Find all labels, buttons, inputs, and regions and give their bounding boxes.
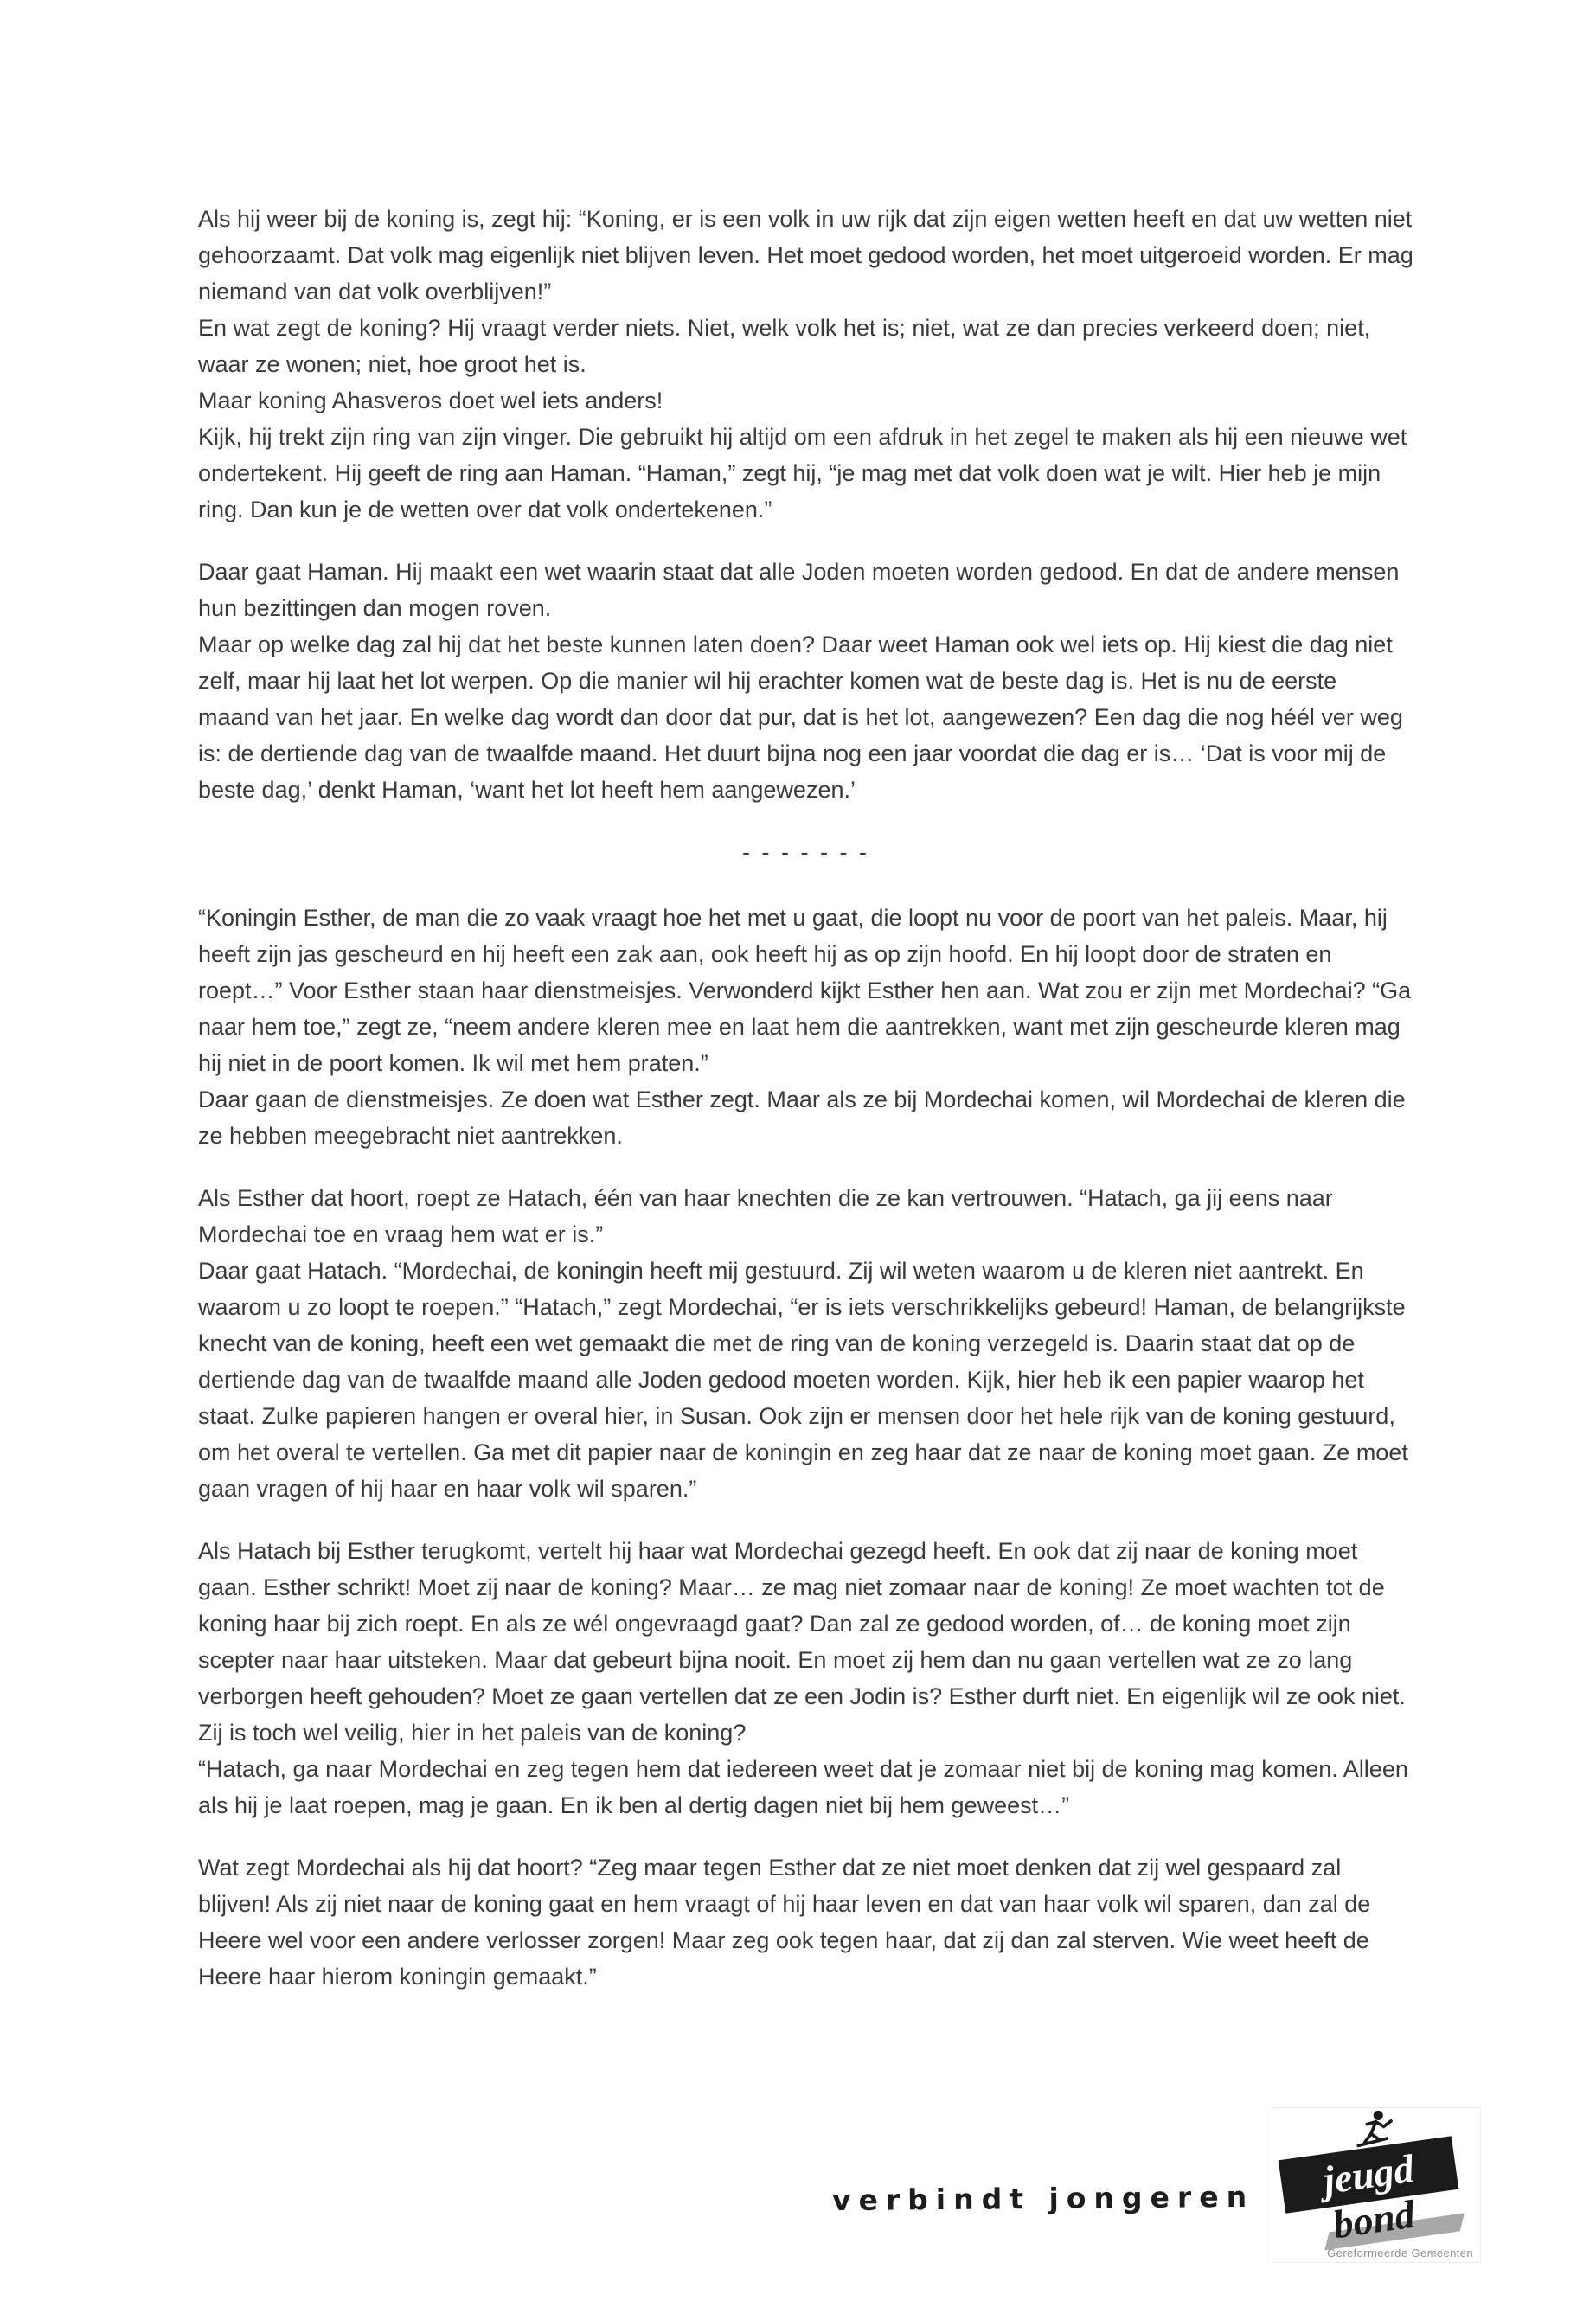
slogan-text: verbindt jongeren	[831, 2179, 1255, 2218]
document-body	[198, 201, 1413, 2021]
logo-bond-band	[1330, 2191, 1418, 2247]
paragraph-line: Daar gaan de dienstmeisjes. Ze doen wat Esther zegt. Maar als ze bij Mordechai komen, wil Mordechai de kleren die ze hebben meegebracht niet aantrekken.	[198, 1086, 1406, 1149]
paragraph	[198, 1180, 1413, 1507]
paragraph-line: “Koningin Esther, de man die zo vaak vraagt hoe het met u gaat, die loopt nu voor de poort van het paleis. Maar, hij heeft zijn jas gescheurd en hij heeft een zak aan, ook heeft hij as op zijn hoofd. En hij loopt door de straten en roept…” Voor Esther staan haar dienstmeisjes. Verwonderd kijkt Esther hen aan. Wat zou er zijn met Mordechai? “Ga naar hem toe,” zegt ze, “neem andere kleren mee en laat hem die aantrekken, want met zijn gescheurde kleren mag hij niet in de poort komen. Ik wil met hem praten.”	[198, 905, 1412, 1076]
paragraph	[198, 554, 1413, 808]
paragraph-line: Maar op welke dag zal hij dat het beste kunnen laten doen? Daar weet Haman ook wel iets op. Hij kiest die dag niet zelf, maar hij laat het lot werpen. Op die manier wil hij erachter komen wat de beste dag is. Het is nu de eerste maand van het jaar. En welke dag wordt dan door dat pur, dat is het lot, aangewezen? Een dag die nog héél ver weg is: de dertiende dag van de twaalfde maand. Het duurt bijna nog een jaar voordat die dag er is… ‘Dat is voor mij de beste dag,’ denkt Haman, ‘want het lot heeft hem aangewezen.’	[198, 631, 1403, 803]
paragraph-line: Wat zegt Mordechai als hij dat hoort? “Zeg maar tegen Esther dat ze niet moet denken dat zij wel gespaard zal blijven! Als zij niet naar de koning gaat en hem vraagt of hij haar leven en dat van haar volk wil sparen, dan zal de Heere wel voor een andere verlosser zorgen! Maar zeg ook tegen haar, dat zij dan zal sterven. Wie weet heeft de Heere haar hierom koningin gemaakt.”	[198, 1855, 1371, 1990]
logo-subtitle: Gereformeerde Gemeenten	[1327, 2247, 1473, 2259]
paragraph	[198, 201, 1413, 528]
paragraph-line: Als hij weer bij de koning is, zegt hij: “Koning, er is een volk in uw rijk dat zijn eigen wetten heeft en dat uw wetten niet gehoorzaamt. Dat volk mag eigenlijk niet blijven leven. Het moet gedood worden, het moet uitgeroeid worden. Er mag niemand van dat volk overblijven!”	[198, 206, 1413, 304]
logo-word-jeugd: jeugd	[1320, 2145, 1417, 2203]
paragraph-line: Maar koning Ahasveros doet wel iets anders!	[198, 388, 663, 413]
paragraph	[198, 900, 1413, 1154]
paragraph-line: En wat zegt de koning? Hij vraagt verder niets. Niet, welk volk het is; niet, wat ze dan precies verkeerd doen; niet, waar ze wonen; niet, hoe groot het is.	[198, 315, 1371, 377]
paragraph-line: Daar gaat Hatach. “Mordechai, de koningin heeft mij gestuurd. Zij wil weten waarom u de kleren niet aantrekt. En waarom u zo loopt te roepen.” “Hatach,” zegt Mordechai, “er is iets verschrikkelijks gebeurd! Haman, de belangrijkste knecht van de koning, heeft een wet gemaakt die met de ring van de koning verzegeld is. Daarin staat dat op de dertiende dag van de twaalfde maand alle Joden gedood moeten worden. Kijk, hier heb ik een papier waarop het staat. Zulke papieren hangen er overal hier, in Susan. Ook zijn er mensen door het hele rijk van de koning gestuurd, om het overal te vertellen. Ga met dit papier naar de koningin en zeg haar dat ze naar de koning moet gaan. Ze moet gaan vragen of hij haar en haar volk wil sparen.”	[198, 1258, 1408, 1502]
paragraph-line: Daar gaat Haman. Hij maakt een wet waarin staat dat alle Joden moeten worden gedood. En dat de andere mensen hun bezittingen dan mogen roven.	[198, 559, 1400, 621]
paragraph	[198, 1849, 1413, 1995]
paragraph	[198, 1533, 1413, 1823]
logo-word-bond: bond	[1330, 2191, 1418, 2247]
section-separator: - - - - - - -	[742, 839, 869, 865]
paragraph-line: “Hatach, ga naar Mordechai en zeg tegen hem dat iedereen weet dat je zomaar niet bij de koning mag komen. Alleen als hij je laat roepen, mag je gaan. En ik ben al dertig dagen niet bij hem geweest…”	[198, 1756, 1408, 1818]
paragraph-line: Als Esther dat hoort, roept ze Hatach, één van haar knechten die ze kan vertrouwen. “Hatach, ga jij eens naar Mordechai toe en vraag hem wat er is.”	[198, 1185, 1333, 1247]
jeugdbond-logo	[1272, 2107, 1481, 2263]
paragraph-line: Kijk, hij trekt zijn ring van zijn vinger. Die gebruikt hij altijd om een afdruk in het zegel te maken als hij een nieuwe wet ondertekent. Hij geeft de ring aan Haman. “Haman,” zegt hij, “je mag met dat volk doen wat je wilt. Hier heb je mijn ring. Dan kun je de wetten over dat volk ondertekenen.”	[198, 424, 1407, 522]
paragraph-line: Als Hatach bij Esther terugkomt, vertelt hij haar wat Mordechai gezegd heeft. En ook dat zij naar de koning moet gaan. Esther schrikt! Moet zij naar de koning? Maar… ze mag niet zomaar naar de koning! Ze moet wachten tot de koning haar bij zich roept. En als ze wél ongevraagd gaat? Dan zal ze gedood worden, of… de koning moet zijn scepter naar haar uitsteken. Maar dat gebeurt bijna nooit. En moet zij hem dan nu gaan vertellen wat ze zo lang verborgen heeft gehouden? Moet ze gaan vertellen dat ze een Jodin is? Esther durft niet. En eigenlijk wil ze ook niet. Zij is toch wel veilig, hier in het paleis van de koning?	[198, 1538, 1406, 1746]
